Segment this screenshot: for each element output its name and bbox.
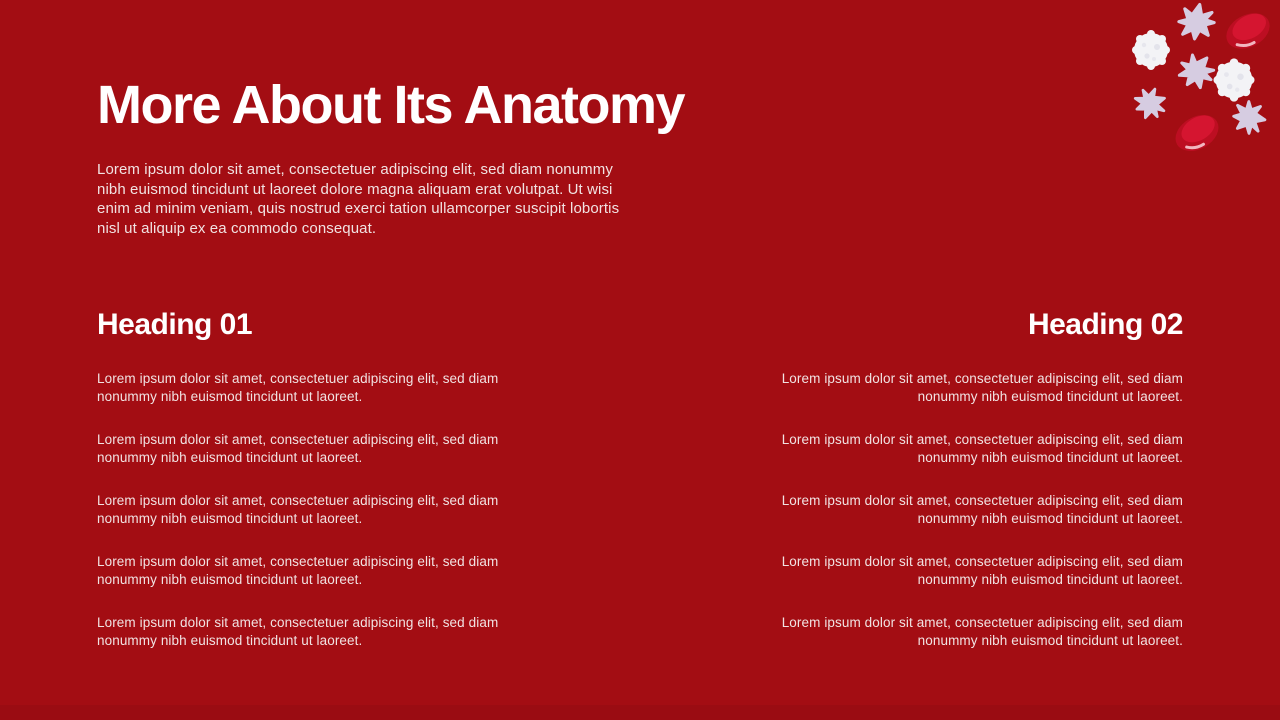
- list-item: Lorem ipsum dolor sit amet, consectetuer adipiscing elit, sed diam nonummy nibh euismod tincidunt ut laoreet.: [781, 371, 1183, 404]
- right-column-list: [725, 370, 1183, 649]
- platelet-icon: [1176, 1, 1217, 42]
- list-item: Lorem ipsum dolor sit amet, consectetuer adipiscing elit, sed diam nonummy nibh euismod tincidunt ut laoreet.: [781, 615, 1183, 648]
- platelet-icon: [1173, 48, 1219, 94]
- right-column: [725, 308, 1183, 675]
- intro-paragraph: Lorem ipsum dolor sit amet, consectetuer adipiscing elit, sed diam nonummy nibh euismod tincidunt ut laoreet dolore magna aliquam erat volutpat. Ut wisi enim ad minim veniam, quis nostrud exerci tation ullamcorper suscipit lobortis nisl ut aliquip ex ea commodo consequat.: [97, 161, 620, 237]
- list-item: Lorem ipsum dolor sit amet, consectetuer adipiscing elit, sed diam nonummy nibh euismod tincidunt ut laoreet.: [781, 554, 1183, 587]
- white-blood-cell-icon: [1213, 58, 1254, 101]
- red-blood-cell-icon: [1220, 6, 1276, 56]
- red-blood-cell-icon: [1169, 108, 1225, 159]
- list-item: Lorem ipsum dolor sit amet, consectetuer adipiscing elit, sed diam nonummy nibh euismod tincidunt ut laoreet.: [781, 493, 1183, 526]
- list-item: Lorem ipsum dolor sit amet, consectetuer adipiscing elit, sed diam nonummy nibh euismod tincidunt ut laoreet.: [97, 371, 499, 404]
- left-column: [97, 308, 555, 675]
- platelet-icon: [1132, 85, 1169, 122]
- platelet-icon: [1231, 99, 1267, 135]
- footer-strip: [0, 705, 1280, 720]
- list-item: Lorem ipsum dolor sit amet, consectetuer adipiscing elit, sed diam nonummy nibh euismod tincidunt ut laoreet.: [781, 432, 1183, 465]
- left-column-heading: Heading 01: [97, 308, 253, 341]
- left-column-list: [97, 370, 555, 649]
- white-blood-cell-icon: [1132, 30, 1170, 70]
- list-item: Lorem ipsum dolor sit amet, consectetuer adipiscing elit, sed diam nonummy nibh euismod tincidunt ut laoreet.: [97, 493, 499, 526]
- list-item: Lorem ipsum dolor sit amet, consectetuer adipiscing elit, sed diam nonummy nibh euismod tincidunt ut laoreet.: [97, 432, 499, 465]
- list-item: Lorem ipsum dolor sit amet, consectetuer adipiscing elit, sed diam nonummy nibh euismod tincidunt ut laoreet.: [97, 615, 499, 648]
- page-title: More About Its Anatomy: [97, 75, 684, 135]
- list-item: Lorem ipsum dolor sit amet, consectetuer adipiscing elit, sed diam nonummy nibh euismod tincidunt ut laoreet.: [97, 554, 499, 587]
- right-column-heading: Heading 02: [1027, 308, 1183, 341]
- blood-cells-illustration: [1110, 0, 1280, 165]
